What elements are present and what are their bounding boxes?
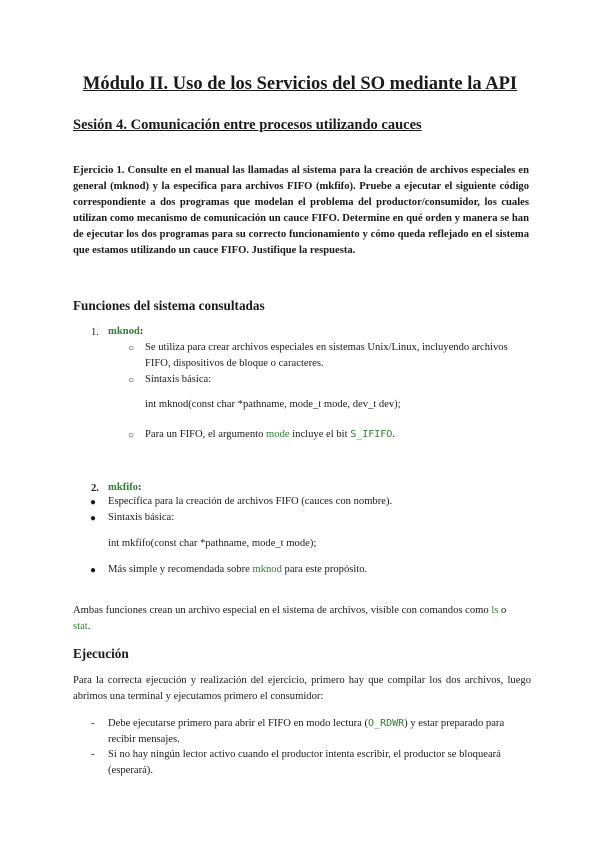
mode-keyword: mode bbox=[266, 429, 290, 440]
execution-item-consumer bbox=[108, 716, 531, 747]
dash-bullet: - bbox=[91, 718, 95, 729]
circle-bullet-icon: ○ bbox=[128, 430, 135, 441]
mkfifo-colon: : bbox=[138, 482, 142, 493]
execution-item-producer: Si no hay ningún lector activo cuando el productor intenta escribir, el productor se bloqueará (esperará). bbox=[108, 749, 501, 776]
mkfifo-syntax-code: int mkfifo(const char *pathname, mode_t mode); bbox=[108, 538, 317, 549]
list-number-1: 1. bbox=[91, 327, 99, 338]
both-functions-paragraph bbox=[73, 603, 533, 634]
mknod-title bbox=[108, 324, 143, 340]
dash-bullet: - bbox=[91, 749, 95, 760]
note-text: Más simple y recomendada sobre bbox=[108, 564, 253, 575]
s-ififo-flag: S_IFIFO bbox=[350, 429, 393, 440]
note-text: para este propósito. bbox=[281, 564, 368, 575]
note-text: . bbox=[392, 429, 395, 440]
ls-command: ls bbox=[491, 605, 499, 616]
item-text: ) y estar preparado para recibir mensajes. bbox=[108, 718, 505, 745]
exercise-statement: Ejercicio 1. Consulte en el manual las llamadas al sistema para la creación de archivos especiales en general (mknod) y la específica para archivos FIFO (mkfifo). Pruebe a ejecutar el siguiente código correspondiente a dos programas que modelan el problema del productor/consumidor, los cuales utilizan como mecanismo de comunicación un cauce FIFO. Determine en qué orden y manera se han de ejecutar los dos programas para su correcto funcionamiento y cómo queda reflejado en el sistema que estamos utilizando un cauce FIFO. Justifique la respuesta. bbox=[73, 165, 529, 256]
execution-heading: Ejecución bbox=[73, 646, 129, 661]
note-text: Para un FIFO, el argumento bbox=[145, 429, 267, 440]
mkfifo-note bbox=[108, 562, 367, 578]
mknod-name: mknod bbox=[108, 326, 140, 337]
paragraph-text: o bbox=[498, 605, 507, 616]
circle-bullet-icon: ○ bbox=[128, 343, 135, 354]
mknod-keyword: mknod bbox=[252, 564, 282, 575]
dot-bullet-icon: ● bbox=[90, 497, 97, 508]
execution-intro: Para la correcta ejecución y realización del ejercicio, primero hay que compilar los dos archivos, luego abrimos una terminal y ejecutamos primero el consumidor: bbox=[73, 675, 531, 702]
o-rdwr-flag: O_RDWR bbox=[368, 718, 405, 729]
mknod-description: Se utiliza para crear archivos especiales en sistemas Unix/Linux, incluyendo archivos FIFO, dispositivos de bloque o caracteres. bbox=[145, 342, 508, 369]
paragraph-text: Ambas funciones crean un archivo especial en el sistema de archivos, visible con comandos como bbox=[73, 605, 492, 616]
item-text: Debe ejecutarse primero para abrir el FIFO en modo lectura ( bbox=[108, 718, 369, 729]
list-number-2: 2. bbox=[91, 483, 99, 494]
mknod-syntax-code: int mknod(const char *pathname, mode_t mode, dev_t dev); bbox=[145, 399, 401, 410]
circle-bullet-icon: ○ bbox=[128, 375, 135, 386]
stat-command: stat bbox=[73, 620, 88, 632]
dot-bullet-icon: ● bbox=[90, 565, 97, 576]
dot-bullet-icon: ● bbox=[90, 513, 97, 524]
mkfifo-name: mkfifo bbox=[108, 482, 139, 493]
note-text: incluye el bit bbox=[289, 429, 351, 440]
page-title: Módulo II. Uso de los Servicios del SO mediante la API bbox=[82, 74, 518, 94]
session-subtitle: Sesión 4. Comunicación entre procesos utilizando cauces bbox=[73, 117, 422, 133]
mkfifo-syntax-label: Sintaxis básica: bbox=[108, 512, 175, 523]
functions-heading: Funciones del sistema consultadas bbox=[73, 298, 265, 313]
mknod-mode-note bbox=[145, 427, 395, 443]
mknod-colon: : bbox=[139, 326, 144, 337]
mkfifo-description: Específica para la creación de archivos FIFO (cauces con nombre). bbox=[108, 496, 393, 507]
mknod-syntax-label: Sintaxis básica: bbox=[145, 374, 212, 385]
paragraph-text: . bbox=[87, 620, 91, 632]
